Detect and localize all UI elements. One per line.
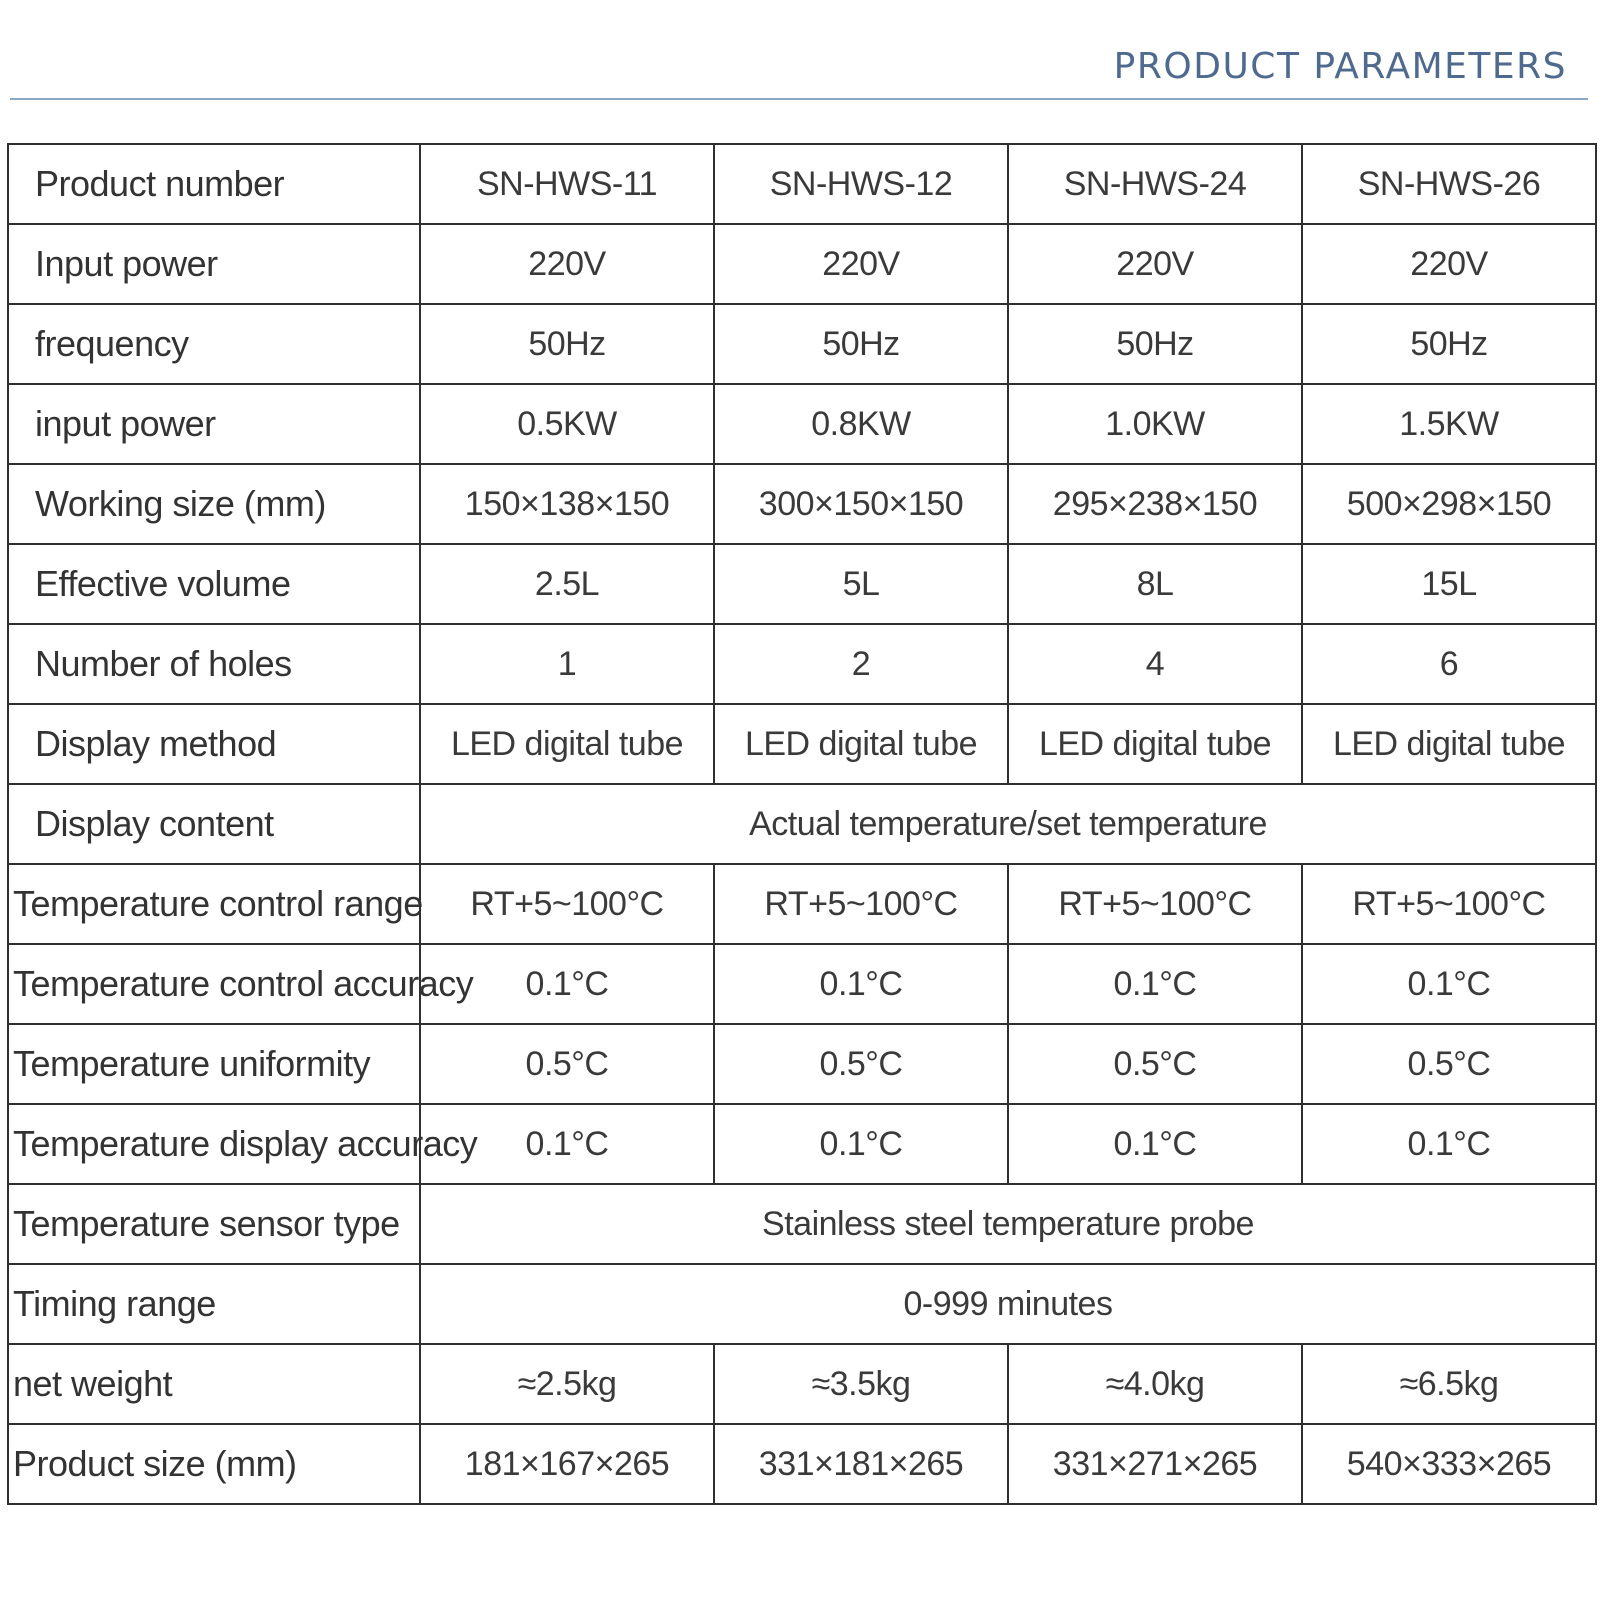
row-label: Timing range: [8, 1264, 420, 1344]
table-cell: 50Hz: [1302, 304, 1596, 384]
table-cell: 1.5KW: [1302, 384, 1596, 464]
table-cell: 1: [420, 624, 714, 704]
header-divider: [10, 98, 1588, 100]
table-row: [8, 864, 1596, 944]
table-cell: 0.8KW: [714, 384, 1008, 464]
table-row: [8, 1104, 1596, 1184]
table-cell: 0.1°C: [420, 1104, 714, 1184]
table-cell: 220V: [1008, 224, 1302, 304]
table-cell: 295×238×150: [1008, 464, 1302, 544]
table-row: [8, 464, 1596, 544]
table-cell: ≈6.5kg: [1302, 1344, 1596, 1424]
table-cell: SN-HWS-26: [1302, 144, 1596, 224]
table-row: [8, 144, 1596, 224]
table-cell: 5L: [714, 544, 1008, 624]
table-cell: 181×167×265: [420, 1424, 714, 1504]
row-label: Temperature control range: [8, 864, 420, 944]
table-cell: 0.5°C: [1008, 1024, 1302, 1104]
row-label: Temperature control accuracy: [8, 944, 420, 1024]
table-cell: 220V: [420, 224, 714, 304]
table-cell: LED digital tube: [714, 704, 1008, 784]
table-cell: 50Hz: [420, 304, 714, 384]
page-title: PRODUCT PARAMETERS: [1113, 46, 1567, 87]
table-cell: 331×181×265: [714, 1424, 1008, 1504]
table-row: [8, 624, 1596, 704]
table-cell: 2.5L: [420, 544, 714, 624]
table-cell: 1.0KW: [1008, 384, 1302, 464]
table-cell: LED digital tube: [1008, 704, 1302, 784]
table-row: [8, 704, 1596, 784]
table-cell: 150×138×150: [420, 464, 714, 544]
row-label: Working size (mm): [8, 464, 420, 544]
row-label: Temperature sensor type: [8, 1184, 420, 1264]
table-cell: ≈2.5kg: [420, 1344, 714, 1424]
table-cell: 0.5KW: [420, 384, 714, 464]
table-cell: RT+5~100°C: [1302, 864, 1596, 944]
table-cell: SN-HWS-11: [420, 144, 714, 224]
table-cell: ≈4.0kg: [1008, 1344, 1302, 1424]
table-cell: 331×271×265: [1008, 1424, 1302, 1504]
merged-cell: Stainless steel temperature probe: [420, 1184, 1596, 1264]
table-cell: 220V: [1302, 224, 1596, 304]
row-label: Number of holes: [8, 624, 420, 704]
table-cell: LED digital tube: [420, 704, 714, 784]
table-cell: SN-HWS-24: [1008, 144, 1302, 224]
table-cell: 0.1°C: [420, 944, 714, 1024]
table-row: [8, 224, 1596, 304]
table-cell: 540×333×265: [1302, 1424, 1596, 1504]
row-label: Input power: [8, 224, 420, 304]
row-label: Product number: [8, 144, 420, 224]
table-row: [8, 944, 1596, 1024]
row-label: Display method: [8, 704, 420, 784]
table-row: [8, 384, 1596, 464]
table-cell: 2: [714, 624, 1008, 704]
table-cell: 0.1°C: [714, 1104, 1008, 1184]
product-parameters-table: [7, 143, 1597, 1505]
row-label: Effective volume: [8, 544, 420, 624]
row-label: Display content: [8, 784, 420, 864]
row-label: net weight: [8, 1344, 420, 1424]
table-cell: 15L: [1302, 544, 1596, 624]
merged-cell: 0-999 minutes: [420, 1264, 1596, 1344]
table-row: [8, 1424, 1596, 1504]
table-cell: 300×150×150: [714, 464, 1008, 544]
table-row: [8, 304, 1596, 384]
table-row: [8, 1184, 1596, 1264]
table-row: [8, 1264, 1596, 1344]
table-cell: 6: [1302, 624, 1596, 704]
table-cell: 0.1°C: [1302, 1104, 1596, 1184]
table-cell: 0.1°C: [1302, 944, 1596, 1024]
table-cell: RT+5~100°C: [714, 864, 1008, 944]
table-cell: 4: [1008, 624, 1302, 704]
table-cell: SN-HWS-12: [714, 144, 1008, 224]
row-label: input power: [8, 384, 420, 464]
table-row: [8, 784, 1596, 864]
table-cell: 0.1°C: [1008, 1104, 1302, 1184]
merged-cell: Actual temperature/set temperature: [420, 784, 1596, 864]
table-cell: LED digital tube: [1302, 704, 1596, 784]
table-row: [8, 1344, 1596, 1424]
row-label: Temperature uniformity: [8, 1024, 420, 1104]
table-cell: 500×298×150: [1302, 464, 1596, 544]
table-cell: 8L: [1008, 544, 1302, 624]
table-cell: 220V: [714, 224, 1008, 304]
table-cell: 50Hz: [714, 304, 1008, 384]
row-label: Product size (mm): [8, 1424, 420, 1504]
table-cell: ≈3.5kg: [714, 1344, 1008, 1424]
table-cell: 50Hz: [1008, 304, 1302, 384]
row-label: frequency: [8, 304, 420, 384]
table-cell: 0.1°C: [1008, 944, 1302, 1024]
table-cell: RT+5~100°C: [420, 864, 714, 944]
table-cell: RT+5~100°C: [1008, 864, 1302, 944]
table-cell: 0.1°C: [714, 944, 1008, 1024]
table-cell: 0.5°C: [1302, 1024, 1596, 1104]
table-cell: 0.5°C: [714, 1024, 1008, 1104]
table-row: [8, 544, 1596, 624]
table-cell: 0.5°C: [420, 1024, 714, 1104]
row-label: Temperature display accuracy: [8, 1104, 420, 1184]
table-row: [8, 1024, 1596, 1104]
